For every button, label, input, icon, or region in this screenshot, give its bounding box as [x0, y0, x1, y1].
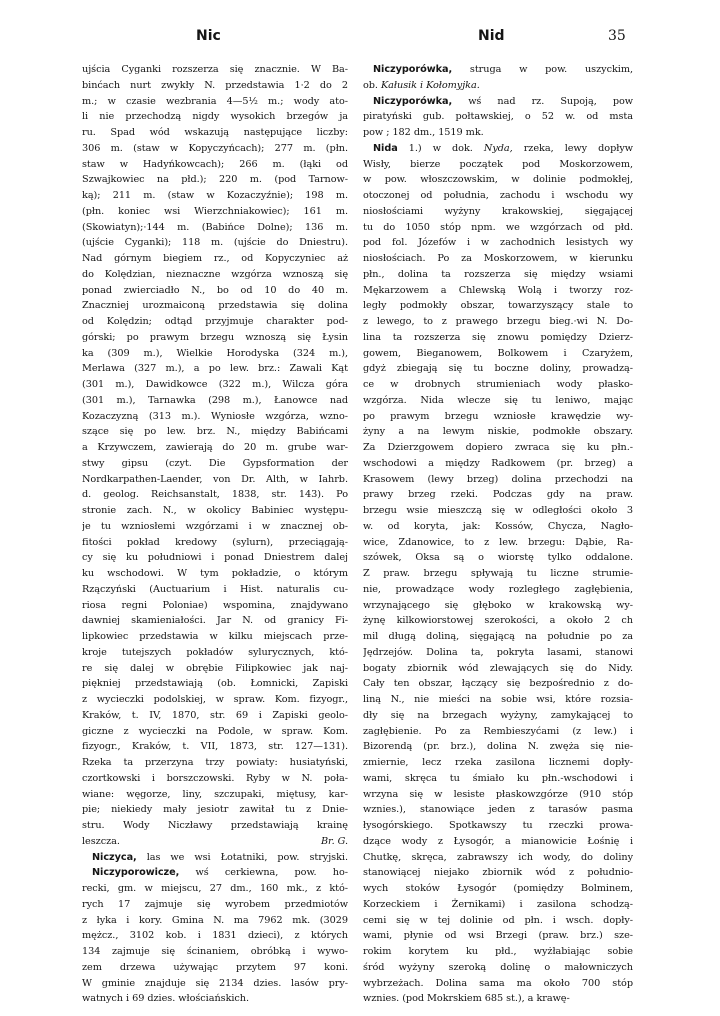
line-text: Szwajkowiec na płd.); 220 m. (pod Tarnow-	[82, 174, 348, 186]
line-text: szówek, Oksa są o wiorstę tylko oddalone.	[363, 552, 633, 564]
line-text: wybrzeżach. Dolina sama ma około 700 stóp	[363, 977, 633, 989]
page-number: 35	[608, 28, 626, 44]
entry-headword: Niczyporowicze,	[92, 867, 180, 879]
line-text: 134 zajmuje się ścinaniem, obróbką i wywo-	[82, 946, 348, 957]
italic-text: Kałusik i Kołomyjka.	[381, 79, 480, 91]
right-column	[363, 62, 633, 1007]
line-text: Rzączyński (Auctuarium i Hist. naturalis cu-	[82, 583, 348, 595]
text-line	[82, 913, 348, 929]
text-line	[82, 834, 348, 850]
line-text: 1.) w dok.	[397, 142, 484, 154]
text-line	[82, 739, 348, 755]
line-text: wznies. (pod Mokrskiem 685 st.), a krawę-	[363, 993, 570, 1005]
text-line	[82, 298, 348, 314]
text-line	[363, 346, 633, 362]
text-line	[82, 62, 348, 78]
text-line	[82, 456, 348, 472]
line-text: stanowiącej niejako zbiornik wód z południo-	[363, 867, 633, 879]
text-line	[82, 928, 348, 944]
left-column	[82, 62, 348, 1007]
text-line	[363, 582, 633, 598]
line-text: binćach nurt zwykły N. przedstawia 1·2 do 2	[82, 79, 348, 91]
line-text: stru. Wody Niczławy przedstawiają krainę	[82, 820, 348, 831]
line-text: zagłębienie. Po za Rembieszyćami (z lew.) i	[363, 725, 633, 737]
line-text: Krasowem (lewy brzeg) dolina przechodzi na	[363, 473, 633, 485]
text-line	[82, 865, 348, 881]
text-line	[82, 613, 348, 629]
line-text: mężcz., 3102 kob. i 1831 dzieci), z których	[82, 930, 348, 942]
line-text: lina ta rozszerza się znowu pomiędzy Dzierz-	[363, 331, 633, 343]
line-text: prawy brzeg rzeki. Podczas gdy na praw.	[363, 489, 633, 501]
entry-headword: Nida	[373, 142, 398, 154]
line-text: do Kolędzian, nieznaczne wzgórza wznoszą się	[82, 268, 348, 280]
line-text: górski; po prawym brzegu wznoszą się Łysin	[82, 331, 348, 343]
text-line	[82, 78, 348, 94]
text-line	[82, 897, 348, 913]
line-text: cemi się w tej dolinie od płn. i wsch. dopły-	[363, 914, 633, 926]
text-line	[82, 235, 348, 251]
line-text: W gminie znajduje się 2134 dzies. lasów pry-	[82, 977, 348, 989]
line-text: łysogórskiego. Spotkawszy tu rzeczki prowa-	[363, 820, 633, 831]
text-line	[363, 267, 633, 283]
text-line	[363, 424, 633, 440]
line-text: fitości pokład kredowy (sylurn), przeciągają-	[82, 536, 348, 548]
header-center-keyword: Nid	[478, 28, 505, 44]
text-line	[363, 141, 633, 157]
entry-headword: Niczyca,	[92, 851, 137, 863]
text-line	[363, 472, 633, 488]
line-text: rokim korytem ku płd., wyżłabiając sobie	[363, 946, 633, 957]
text-line	[82, 692, 348, 708]
line-text: ujścia Cyganki rozszerza się znacznie. W Ba-	[82, 64, 348, 75]
line-text: leszcza.	[82, 835, 120, 847]
text-line	[82, 503, 348, 519]
text-line	[82, 960, 348, 976]
line-text: Cały ten obszar, łączący się bezpośrednio z do-	[363, 678, 633, 690]
line-text: wiane: węgorze, liny, szczupaki, miętusy, kar-	[82, 788, 348, 800]
text-line	[363, 550, 633, 566]
text-line	[363, 440, 633, 456]
line-text: ku wschodowi. W tym pokładzie, o którym	[82, 568, 348, 579]
text-line	[82, 251, 348, 267]
line-text: ką); 211 m. (staw w Kozaczyźnie); 198 m.	[82, 190, 348, 201]
line-text: Merlawa (327 m.), a po lew. brz.: Zawali Kąt	[82, 363, 348, 375]
text-line	[363, 818, 633, 834]
line-text: Chutkę, skręca, zabrawszy ich wody, do doliny	[363, 851, 633, 863]
line-text: riosa regni Poloniae) wspomina, znajdywano	[82, 599, 348, 611]
line-text: re się dalej w obrębie Filipkowiec jak naj-	[82, 662, 348, 674]
page-header	[0, 28, 720, 50]
line-text: w. od koryta, jak: Kossów, Chycza, Nagło-	[363, 520, 633, 532]
text-line	[82, 850, 348, 866]
text-line	[363, 78, 633, 94]
line-text: z łyka i kory. Gmina N. ma 7962 mk. (3029	[82, 914, 348, 926]
line-text: dły się na brzegach wyżyny, zamykającej to	[363, 709, 633, 721]
text-line	[82, 755, 348, 771]
line-text: brzegu wsie mieszczą się w odległości około 3	[363, 505, 633, 516]
line-text: Kozaczyzną (313 m.). Wyniosłe wzgórza, wzno-	[82, 410, 348, 422]
line-text: czortkowski i borszczowski. Ryby w N. poła-	[82, 772, 348, 784]
line-text: Za Dzierzgowem dopiero zwraca się ku płn.-	[363, 442, 633, 453]
text-line	[363, 787, 633, 803]
text-line	[82, 944, 348, 960]
line-text: (płn. koniec wsi Wierzchniakowiec); 161 m.	[82, 205, 348, 217]
text-line	[82, 204, 348, 220]
line-text: lipkowiec przedstawia w kilku miejscach prze-	[82, 631, 348, 642]
text-line	[363, 976, 633, 992]
text-line	[82, 440, 348, 456]
line-text: stwy gipsu (czyt. Die Gypsformation der	[82, 457, 348, 469]
text-line	[363, 330, 633, 346]
header-left-keyword: Nic	[196, 28, 221, 44]
line-text: wami, skręca tu śmiało ku płn.-wschodowi i	[363, 772, 633, 784]
text-line	[363, 503, 633, 519]
text-line	[82, 393, 348, 409]
text-line	[363, 897, 633, 913]
line-text: po prawym brzegu wzniosłe krawędzie wy-	[363, 410, 633, 422]
text-line	[82, 487, 348, 503]
line-text: Nad górnym biegiem rz., od Kopyczyniec aż	[82, 253, 348, 264]
line-text: pod fol. Józefów i w zachodnich lesistych wy	[363, 237, 633, 249]
text-line	[82, 220, 348, 236]
line-text: wś nad rz. Supoją, pow	[452, 95, 633, 107]
line-text: Bizorendą (pr. brz.), dolina N. zwęża się nie-	[363, 741, 633, 753]
line-text: Rzeka ta przerzyna trzy powiaty: husiatyński,	[82, 757, 348, 768]
text-line	[363, 991, 633, 1007]
line-text: żynę kilkowiorstowej szerokości, a około 2 ch	[363, 615, 633, 627]
text-line	[363, 393, 633, 409]
line-text: ponad zwierciadło N., bo od 10 do 40 m.	[82, 284, 348, 296]
line-text: las we wsi Łotatniki, pow. stryjski.	[136, 851, 348, 863]
line-text: od Kolędzin; odtąd przyjmuje charakter pod-	[82, 316, 348, 327]
line-text: cy się ku południowi i ponad Dniestrem dalej	[82, 552, 348, 564]
text-line	[363, 172, 633, 188]
line-text: recki, gm. w miejscu, 27 dm., 160 mk., z któ-	[82, 883, 348, 894]
line-text: Z praw. brzegu spływają tu liczne strumie-	[363, 568, 633, 579]
text-line	[82, 109, 348, 125]
line-text: Jędrzejów. Dolina ta, pokryta lasami, stanowi	[363, 646, 633, 658]
line-text: fizyogr., Kraków, t. VII, 1873, str. 127—131).	[82, 741, 348, 753]
text-line	[363, 94, 633, 110]
text-line	[82, 787, 348, 803]
text-line	[363, 314, 633, 330]
text-line	[363, 708, 633, 724]
text-line	[363, 834, 633, 850]
entry-headword: Niczyporówka,	[373, 95, 453, 107]
text-line	[363, 661, 633, 677]
text-line	[363, 566, 633, 582]
line-text: Znaczniej urozmaiconą przedstawia się dolina	[82, 300, 348, 312]
text-line	[82, 598, 348, 614]
author-signature: Br. G.	[320, 835, 348, 847]
line-text: Nordkarpathen-Laender, von Dr. Alth, w Iahrb.	[82, 473, 348, 485]
text-line	[363, 361, 633, 377]
line-text: struga w pow. uszyckim,	[452, 64, 633, 75]
text-line	[363, 298, 633, 314]
line-text: Kraków, t. IV, 1870, str. 69 i Zapiski geolo-	[82, 709, 348, 721]
line-text: otoczonej od południa, zachodu i wschodu wy	[363, 190, 633, 201]
line-text: wych stoków Łysogór (pomiędzy Bolminem,	[363, 883, 633, 894]
line-text: je tu wzniosłemi wzgórzami i w znacznej ob-	[82, 520, 348, 532]
line-text: piękniej przedstawiają (ob. Łomnicki, Zapiski	[82, 678, 348, 690]
line-text: (Skowiatyn);·144 m. (Babińce Dolne); 136 m.	[82, 221, 348, 233]
text-line	[82, 535, 348, 551]
line-text: szące się po lew. brz. N., między Babińcami	[82, 426, 348, 438]
line-text: ob.	[363, 79, 381, 91]
line-text: wrzyna się w lesiste płaskowzgórze (910 stóp	[363, 788, 633, 800]
text-line	[363, 204, 633, 220]
line-text: liną N., nie mieści na sobie wsi, które rozsia-	[363, 694, 633, 705]
text-line	[363, 913, 633, 929]
text-line	[82, 582, 348, 598]
text-line	[363, 881, 633, 897]
text-line	[82, 550, 348, 566]
line-text: pie; niekiedy mały jesiotr zawitał tu z Dnie-	[82, 804, 348, 816]
text-line	[363, 629, 633, 645]
line-text: zmiernie, lecz rzeka zasilona licznemi dopły-	[363, 757, 633, 768]
text-line	[363, 157, 633, 173]
line-text: tu do 1050 stóp npm. we wzgórzach od płd.	[363, 221, 633, 233]
text-line	[82, 361, 348, 377]
line-text: nie, prowadzące wody rozległego zagłębienia,	[363, 583, 633, 595]
text-line	[363, 928, 633, 944]
text-line	[82, 976, 348, 992]
line-text: rzeka, lewy dopływ	[512, 142, 633, 154]
text-line	[82, 125, 348, 141]
text-line	[363, 739, 633, 755]
text-line	[82, 267, 348, 283]
line-text: wzgórza. Nida wlecze się tu leniwo, mając	[363, 394, 633, 406]
line-text: gowem, Bieganowem, Bolkowem i Czaryżem,	[363, 347, 633, 359]
text-line	[363, 944, 633, 960]
text-line	[363, 283, 633, 299]
line-text: gdyż zbiegają się tu boczne doliny, prowadzą-	[363, 363, 633, 375]
text-line	[82, 566, 348, 582]
text-line	[363, 109, 633, 125]
line-text: kroje tutejszych pokładów sylurycznych, któ-	[82, 646, 348, 658]
text-line	[363, 645, 633, 661]
text-line	[363, 377, 633, 393]
line-text: niosłościach. Po za Moskorzowem, w kierunku	[363, 253, 633, 264]
line-text: wś cerkiewna, pow. ho-	[179, 867, 348, 879]
line-text: Wisły, bierze początek pod Moskorzowem,	[363, 158, 633, 170]
line-text: śród wyżyny szeroką dolinę o małowniczych	[363, 961, 633, 973]
line-text: staw w Hadyńkowcach); 266 m. (łąki od	[82, 158, 348, 170]
text-line	[363, 865, 633, 881]
line-text: z lewego, to z prawego brzegu bieg.·wi N. Do-	[363, 316, 633, 327]
line-text: mil długą doliną, sięgającą na południe po za	[363, 631, 633, 642]
line-text: niosłościami wyżyny krakowskiej, sięgającej	[363, 205, 633, 217]
text-line	[363, 220, 633, 236]
entry-headword: Niczyporówka,	[373, 64, 453, 75]
text-line	[363, 235, 633, 251]
line-text: 306 m. (staw w Kopyczyńcach); 277 m. (płn.	[82, 142, 348, 154]
text-line	[82, 708, 348, 724]
italic-text: Nyda,	[483, 142, 513, 154]
line-text: bogaty zbiornik wód zlewających się do Nidy.	[363, 662, 633, 674]
text-line	[82, 346, 348, 362]
line-text: (ujście Cyganki); 118 m. (ujście do Dniestru).	[82, 237, 348, 249]
text-line	[363, 755, 633, 771]
line-text: giczne z wycieczki na Podole, w spraw. Kom.	[82, 725, 348, 737]
text-line	[363, 535, 633, 551]
line-text: m.; w czasie wezbrania 4—5½ m.; wody ato-	[82, 95, 348, 107]
line-text: ce w drobnych strumieniach wody płasko-	[363, 379, 633, 390]
text-line	[363, 692, 633, 708]
text-line	[82, 881, 348, 897]
text-line	[363, 62, 633, 78]
line-text: płn., dolina ta rozszerza się między wsiami	[363, 268, 633, 280]
line-text: ru. Spad wód wskazują następujące liczby:	[82, 127, 348, 138]
line-text: wznies.), stanowiące jeden z tarasów pasma	[363, 804, 633, 816]
text-line	[82, 330, 348, 346]
text-line	[363, 409, 633, 425]
line-text: żyny a na lewym niskie, podmokłe obszary.	[363, 426, 633, 438]
text-line	[82, 377, 348, 393]
text-line	[82, 424, 348, 440]
text-line	[363, 598, 633, 614]
text-line	[363, 850, 633, 866]
text-line	[363, 771, 633, 787]
text-line	[82, 157, 348, 173]
text-line	[82, 409, 348, 425]
line-text: stronie zach. N., w okolicy Babiniec występu-	[82, 505, 348, 516]
text-line	[363, 724, 633, 740]
line-text: ka (309 m.), Wielkie Horodyska (324 m.),	[82, 347, 348, 359]
text-line	[82, 472, 348, 488]
text-line	[363, 456, 633, 472]
line-text: w pow. włoszczowskim, w dolinie podmokłej,	[363, 174, 633, 186]
text-line	[82, 676, 348, 692]
line-text: zem drzewa używając przytem 97 koni.	[82, 961, 348, 973]
text-line	[82, 141, 348, 157]
line-text: wschodowi a między Radkowem (pr. brzeg) a	[363, 457, 633, 469]
text-line	[363, 188, 633, 204]
line-text: z wycieczki podolskiej, w spraw. Kom. fizyogr.,	[82, 694, 348, 705]
line-text: legły podmokły obszar, towarzyszący stale to	[363, 300, 633, 312]
line-text: watnych i 69 dzies. włościańskich.	[82, 993, 250, 1005]
line-text: wice, Zdanowice, to z lew. brzegu: Dąbie, Ra-	[363, 536, 633, 548]
line-text: pow ; 182 dm., 1519 mk.	[363, 127, 484, 138]
line-text: dawniej skamieniałości. Jar N. od granicy Fi-	[82, 615, 348, 627]
text-line	[82, 771, 348, 787]
line-text: d. geolog. Reichsanstalt, 1838, str. 143). Po	[82, 489, 348, 501]
text-line	[82, 188, 348, 204]
text-line	[363, 960, 633, 976]
line-text: li nie przechodzą nigdy wysokich brzegów ja	[82, 111, 348, 123]
text-line	[82, 519, 348, 535]
text-line	[82, 314, 348, 330]
text-line	[82, 94, 348, 110]
text-line	[82, 645, 348, 661]
text-line	[363, 519, 633, 535]
line-text: rych 17 zajmuje się wyrobem przedmiotów	[82, 898, 348, 910]
line-text: (301 m.), Dawidkowce (322 m.), Wilcza góra	[82, 379, 348, 390]
line-text: (301 m.), Tarnawka (298 m.), Łanowce nad	[82, 394, 348, 406]
text-line	[363, 125, 633, 141]
text-line	[82, 661, 348, 677]
line-text: dzące wody z Łysogór, a mianowicie Łośnię i	[363, 835, 633, 847]
text-line	[82, 629, 348, 645]
line-text: a Krzywczem, zawierają do 20 m. grube war-	[82, 442, 348, 453]
text-line	[82, 991, 348, 1007]
line-text: Korzeckiem i Żernikami) i zasilona schodzą-	[363, 898, 633, 910]
text-line	[363, 802, 633, 818]
text-line	[363, 676, 633, 692]
line-text: Mękarzowem a Chlewską Wolą i tworzy roz-	[363, 284, 633, 296]
text-line	[82, 818, 348, 834]
text-line	[82, 283, 348, 299]
text-line	[363, 487, 633, 503]
line-text: piratyński gub. połtawskiej, o 52 w. od msta	[363, 111, 633, 123]
line-text: wrzynającego się głęboko w krakowską wy-	[363, 599, 633, 611]
text-line	[82, 802, 348, 818]
text-line	[82, 172, 348, 188]
text-line	[82, 724, 348, 740]
line-text: wami, płynie od wsi Brzegi (praw. brz.) sze-	[363, 930, 633, 942]
text-line	[363, 613, 633, 629]
text-line	[363, 251, 633, 267]
